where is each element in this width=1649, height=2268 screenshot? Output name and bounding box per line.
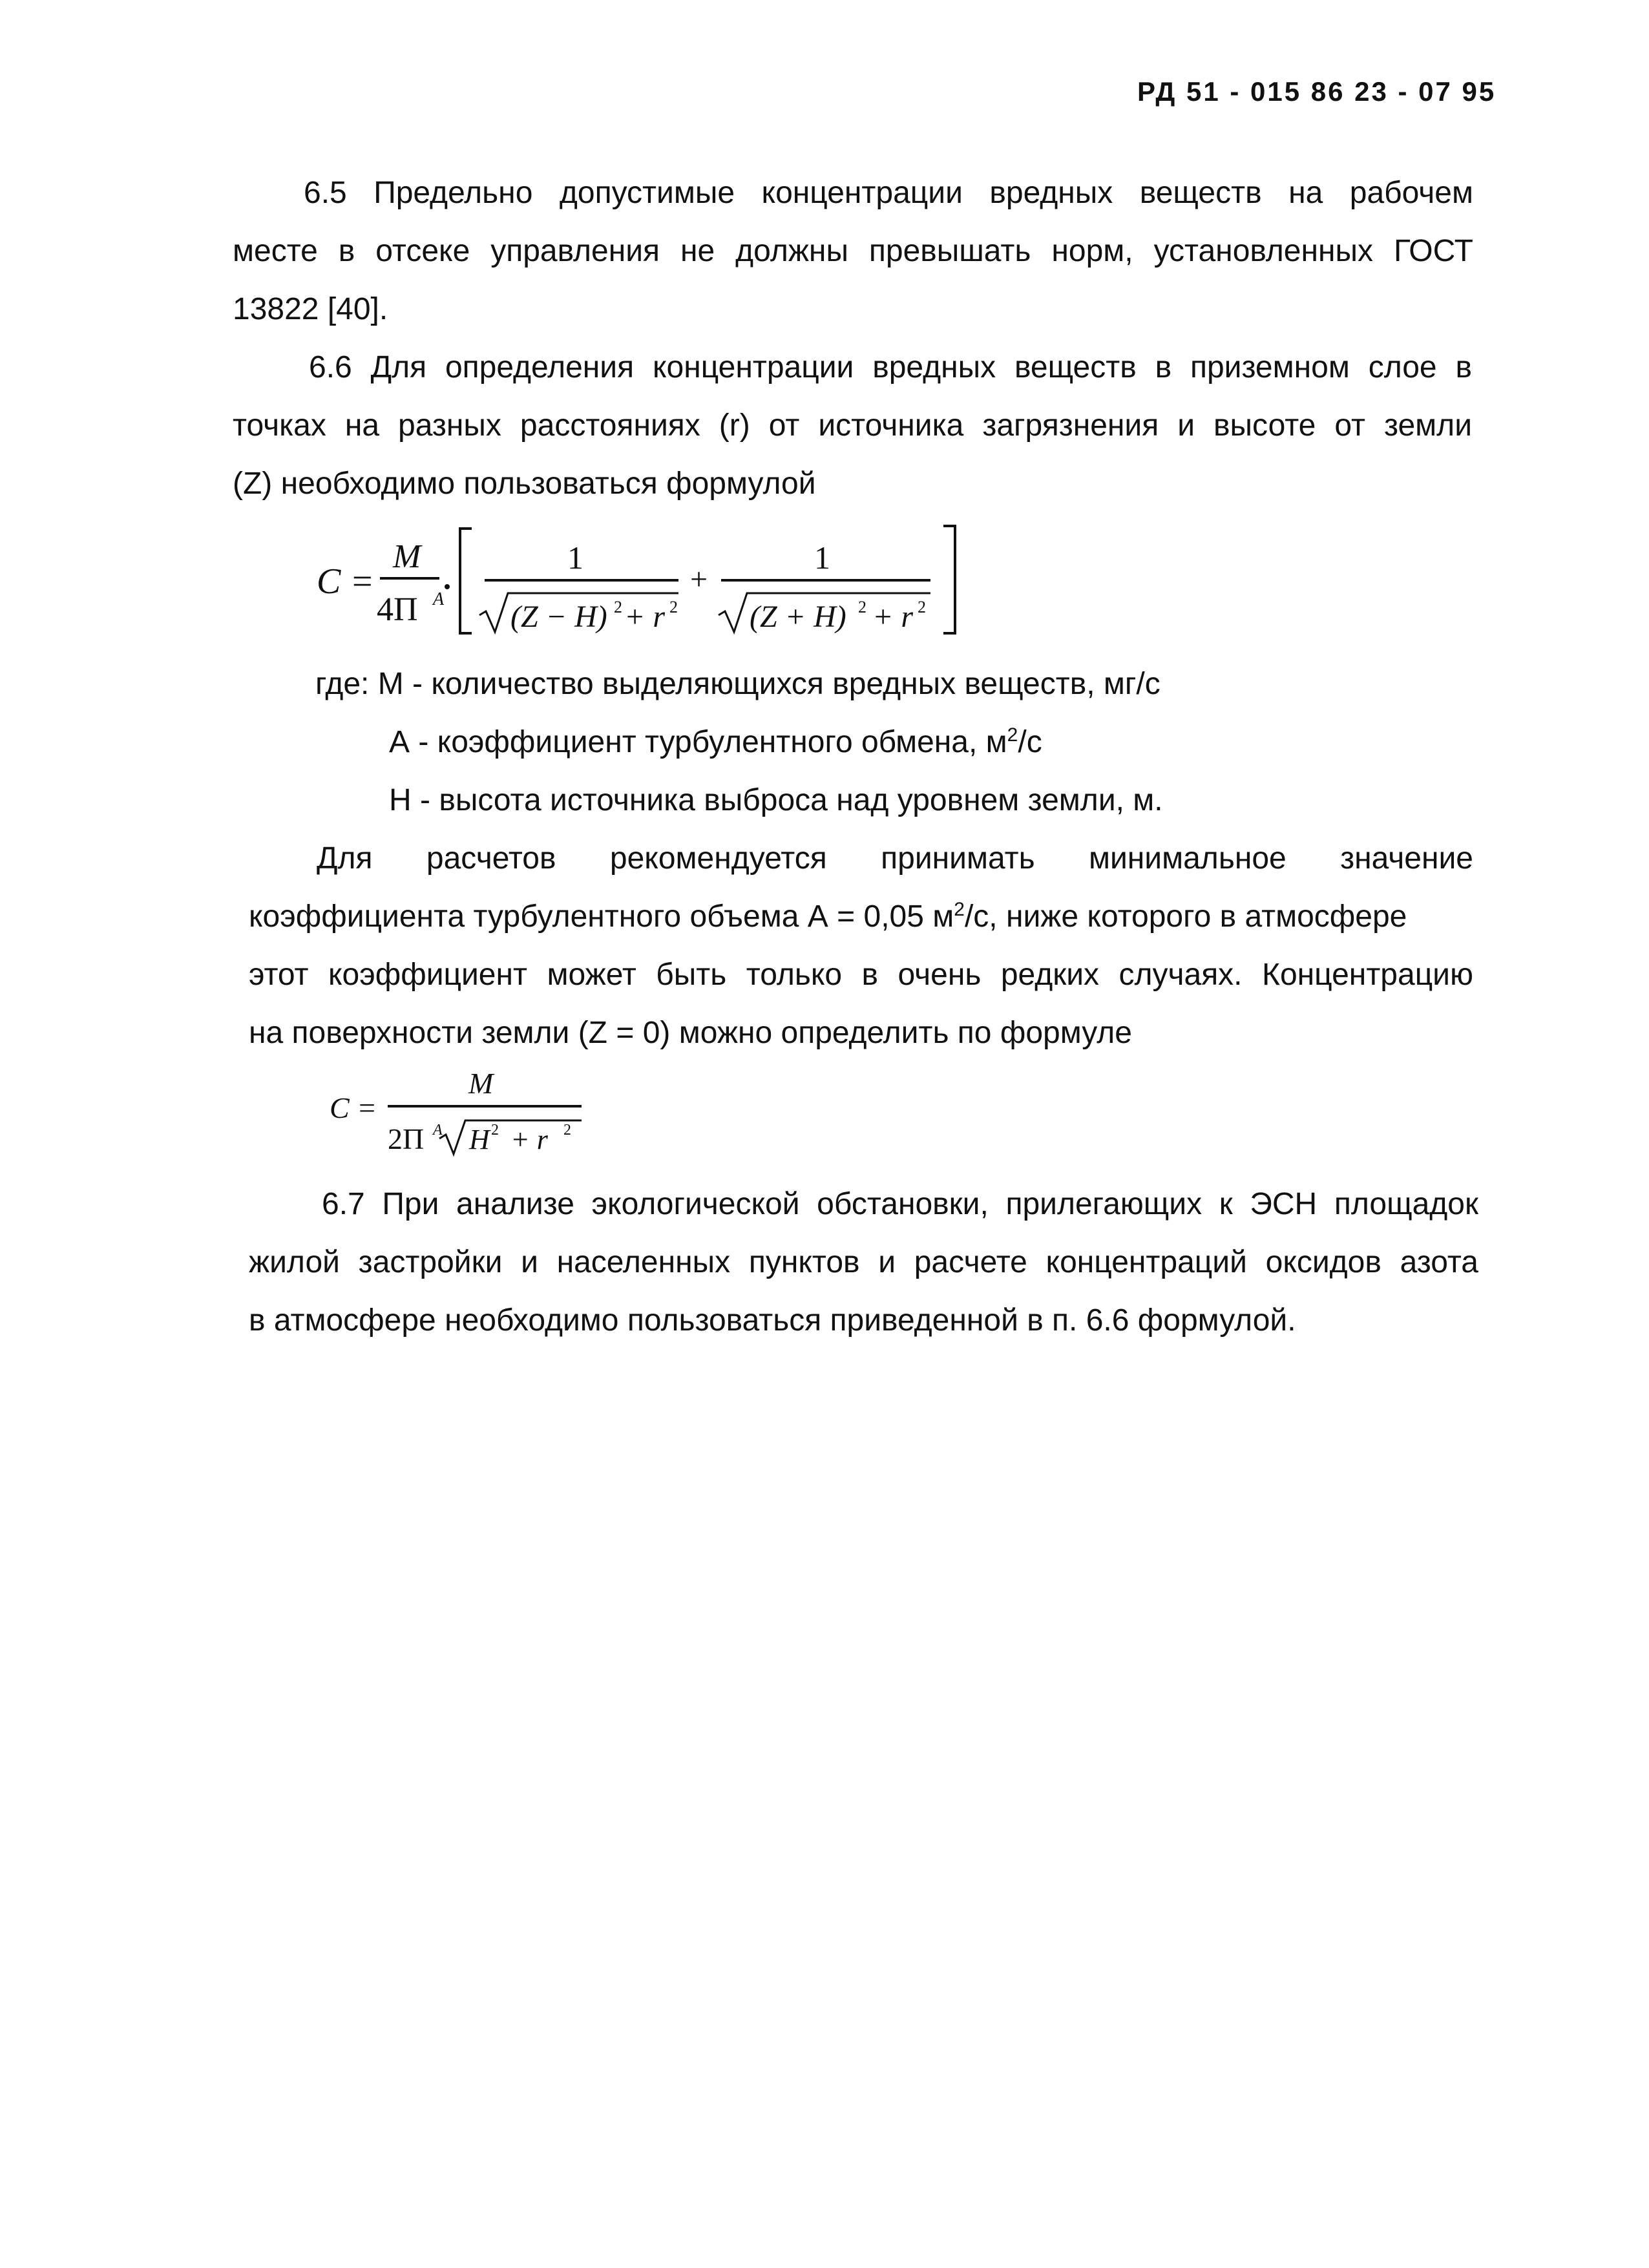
paragraph-line: Для расчетов рекомендуется принимать минимальное значение [317,841,1473,876]
r-term: + r [872,600,914,634]
formula-numerator: M [393,538,421,575]
square-sup: 2 [614,598,622,616]
square-sup: 2 [669,598,678,616]
paragraph-line: жилой застройки и населенных пунктов и расчете концентраций оксидов азота [249,1245,1478,1279]
paragraph-line: в атмосфере необходимо пользоваться приведенной в п. 6.6 формулой. [249,1303,1296,1338]
r-term: + r [624,600,666,634]
square-sup: 2 [491,1122,499,1139]
document-code: РД 51 - 015 86 23 - 07 95 [1137,76,1497,107]
paragraph-line: 6.7 При анализе экологической обстановки, прилегающих к ЭСН площадок [322,1187,1478,1221]
term1-denominator: (Z − H) [510,600,607,634]
paragraph-line: (Z) необходимо пользоваться формулой [233,467,816,501]
paragraph-line: этот коэффициент может быть только в очень редких случаях. Концентрацию [249,958,1473,992]
paragraph-text: коэффициента турбулентного объема А = 0,05 м [249,899,954,934]
paragraph-text: /с, ниже которого в атмосфере [964,899,1407,934]
definition-m: М - количество выделяющихся вредных веществ, мг/с [377,667,1161,701]
paragraph-line: 6.6 Для определения концентрации вредных веществ в приземном слое в [309,350,1472,384]
formula-numerator: M [468,1067,494,1100]
definition-a-unit: /с [1018,725,1042,759]
square-sup: 2 [563,1122,571,1139]
definition-line [389,724,1042,759]
plus-sign: + [690,562,708,596]
formula-lhs: C = [317,562,375,602]
formula-denominator-sup: A [433,589,445,609]
definition-line: Н - высота источника выброса над уровнем земли, м. [389,783,1163,817]
right-bracket [943,526,955,633]
term2-numerator: 1 [814,540,830,576]
formula-denominator: 4П [377,591,418,628]
square-sup: 2 [918,598,926,616]
definition-line [315,669,1161,700]
multiplication-dot [445,584,450,589]
paragraph-line: месте в отсеке управления не должны превышать норм, установленных ГОСТ [233,234,1473,268]
formula-denominator-sup: A [433,1122,443,1139]
radicand-h: H [469,1124,490,1155]
radicand-r: + r [510,1124,548,1155]
paragraph-line [249,901,1407,932]
paragraph-line: 13822 [40]. [233,292,388,326]
paragraph-line: точках на разных расстояниях (r) от источника загрязнения и высоте от земли [233,408,1472,443]
term1-numerator: 1 [567,540,583,576]
paragraph-line: на поверхности земли (Z = 0) можно определить по формуле [249,1016,1132,1050]
definitions-intro: где: [315,667,370,701]
left-bracket [460,529,472,633]
term2-denominator: (Z + H) [750,600,846,634]
square-sup: 2 [858,598,867,616]
paragraph-line: 6.5 Предельно допустимые концентрации вредных веществ на рабочем [304,176,1473,210]
superscript: 2 [1007,724,1018,746]
definition-a: А - коэффициент турбулентного обмена, м [389,725,1007,759]
formula-surface-concentration [323,1066,607,1170]
formula-lhs: C = [330,1091,377,1124]
superscript: 2 [954,899,965,920]
formula-denominator: 2П [388,1122,425,1155]
formula-concentration [310,517,969,653]
